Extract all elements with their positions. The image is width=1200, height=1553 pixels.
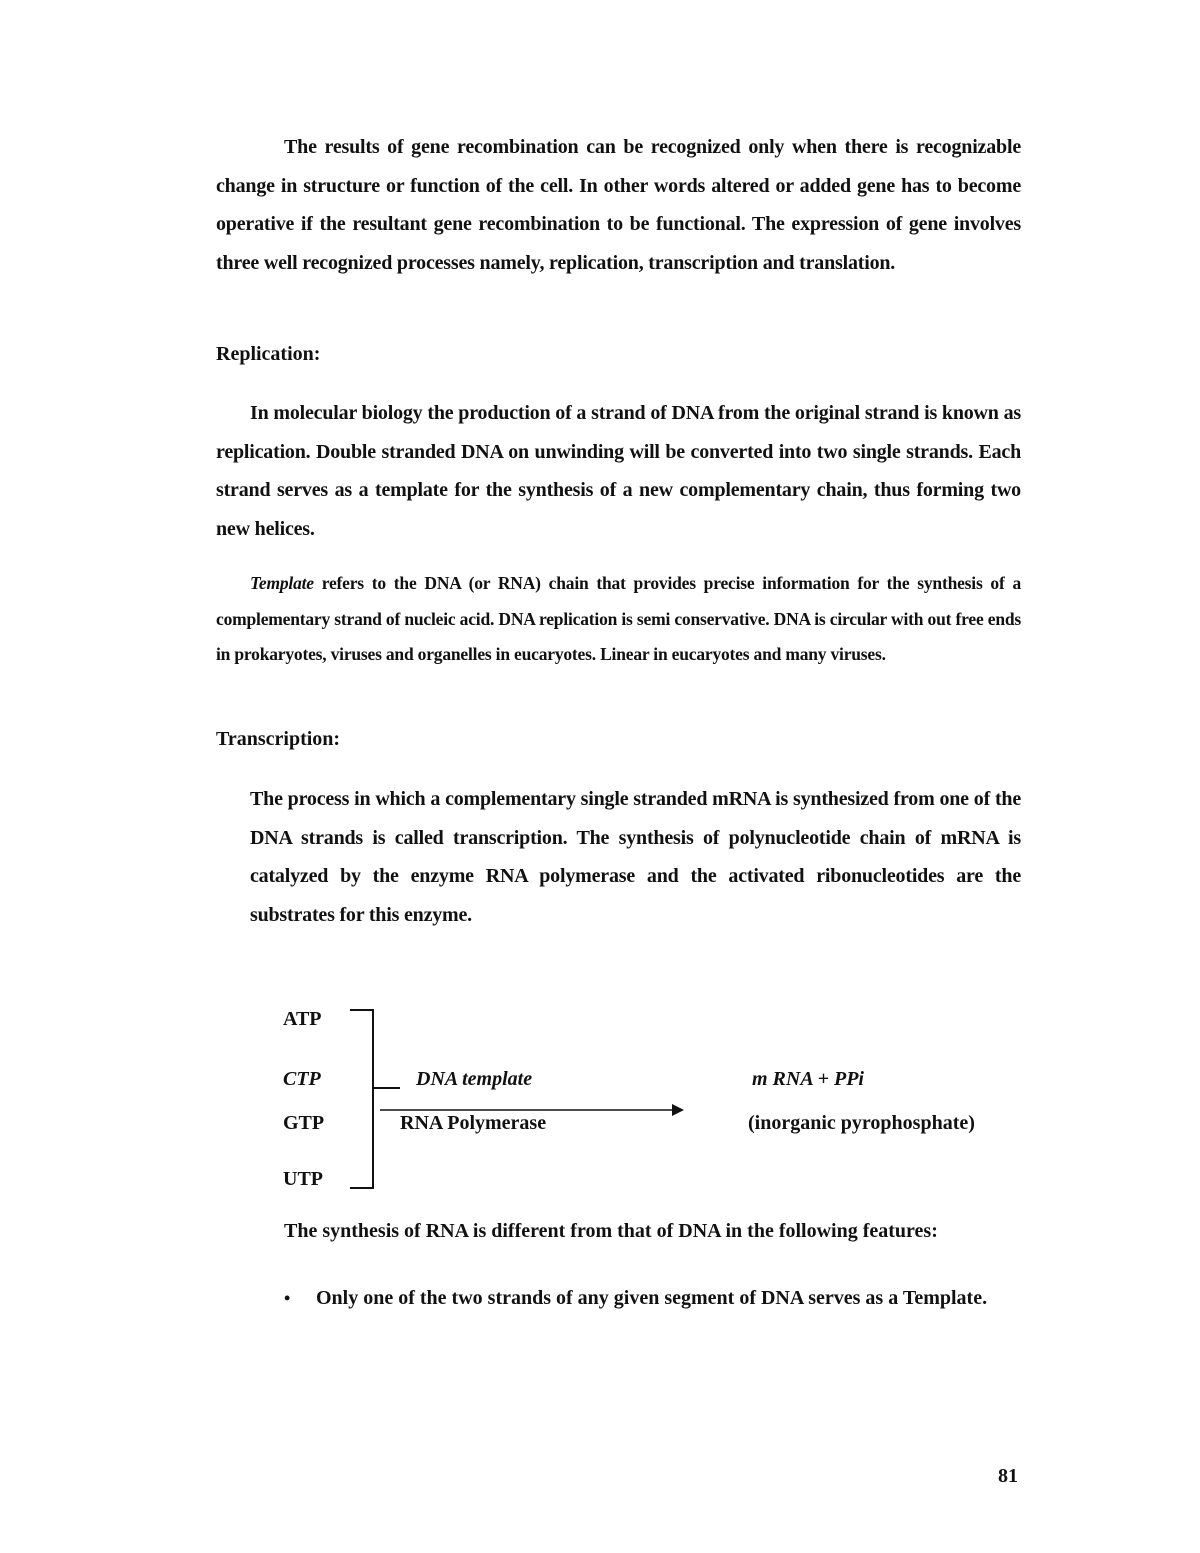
substrate-bracket [350,1010,373,1188]
template-definition: refers to the DNA (or RNA) chain that provides precise information for the synthesis of a complementary strand of nucleic acid. DNA replication is semi conservative. DNA is circular with out free ends in prokaryotes, viruses and organelles in eucaryotes. Linear in eucaryotes and many viruses. [216,573,1021,664]
substrate-utp: UTP [283,1168,323,1190]
rna-polymerase-label: RNA Polymerase [400,1112,547,1134]
bullet-icon: • [284,1288,291,1308]
substrate-ctp: CTP [283,1068,321,1090]
intro-paragraph: The results of gene recombination can be recognized only when there is recognizable change in structure or function of the cell. In other words altered or added gene has to become operative if the resultant gene recombination to be functional. The expression of gene involves three well recognized processes namely, replication, transcription and translation. [216,136,1021,274]
transcription-paragraph: The process in which a complementary single stranded mRNA is synthesized from one of the DNA strands is called transcription. The synthesis of polynucleotide chain of mRNA is catalyzed by the enzyme RNA polymerase and the activated ribonucleotides are the substrates for this enzyme. [250,788,1021,926]
substrate-atp: ATP [283,1008,322,1030]
substrate-gtp: GTP [283,1112,325,1134]
reaction-arrow-head [672,1104,684,1116]
list-item-text: Only one of the two strands of any given segment of DNA serves as a Template. [316,1287,988,1309]
replication-paragraph: In molecular biology the production of a strand of DNA from the original strand is known as replication. Double stranded DNA on unwinding will be converted into two single strands. Each strand serves as a template for the synthesis of a new complementary chain, thus forming two new helices. [216,402,1021,540]
features-list [284,1279,1021,1318]
replication-heading: Replication: [216,343,321,365]
transcription-heading: Transcription: [216,728,341,750]
features-intro: The synthesis of RNA is different from that of DNA in the following features: [284,1220,938,1242]
page-number: 81 [998,1465,1018,1487]
product-note: (inorganic pyrophosphate) [748,1112,975,1134]
list-item [284,1279,1021,1318]
template-paragraph [216,566,1021,673]
product-label: m RNA + PPi [752,1068,864,1090]
dna-template-label: DNA template [416,1068,533,1090]
template-term: Template [250,573,314,593]
